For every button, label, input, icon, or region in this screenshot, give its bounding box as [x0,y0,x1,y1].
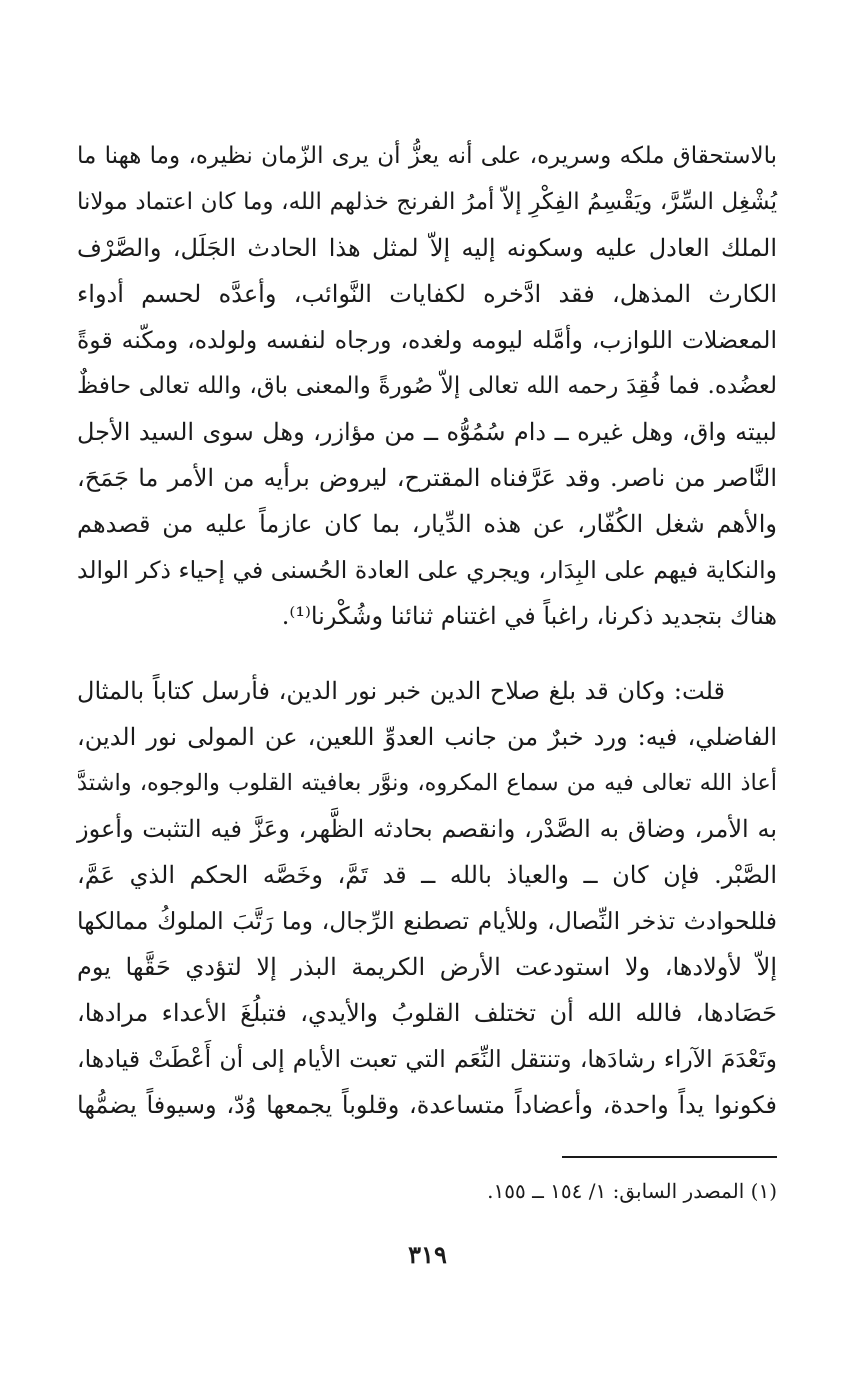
text-line: فكونوا يداً واحدة، وأعضاداً متساعدة، وقلوباً يجمعها وُدّ، وسيوفاً يضمُّها [77,1091,777,1119]
text-line: يُشْغِل السِّرَّ، ويَقْسِمُ الفِكْرِ إلاّ أمرُ الفرنج خذلهم الله، وما كان اعتماد مولانا [77,189,777,215]
text-line: حَصَادها، فالله الله أن تختلف القلوبُ والأيدي، فتبلُغَ الأعداء مرادها، [77,999,777,1027]
text-line: إلاّ لأولادها، ولا استودعت الأرض الكريمة البذر إلا لتؤدي حَقَّها يوم [77,953,777,981]
text-line: بالاستحقاق ملكه وسريره، على أنه يعزُّ أن يرى الزّمان نظيره، وما ههنا ما [77,143,777,169]
paragraph-1 [77,133,777,639]
text-line: الفاضلي، فيه: ورد خبرٌ من جانب العدوِّ اللعين، عن المولى نور الدين، [77,723,777,751]
text-line: به الأمر، وضاق به الصَّدْر، وانقصم بحادثه الظَّهر، وعَزَّ فيه التثبت وأعوز [77,815,777,843]
paragraph-2 [77,668,777,1128]
text-line: قلت: وكان قد بلغ صلاح الدين خبر نور الدين، فأرسل كتاباً بالمثال [77,677,725,705]
text-line: أعاذ الله تعالى فيه من سماع المكروه، ونوَّر بعافيته القلوب والوجوه، واشتدَّ [77,770,777,796]
text-line: والنكاية فيهم على البِدَار، ويجري على العادة الحُسنى في إحياء ذكر الوالد [77,556,777,584]
footnote: (١) المصدر السابق: ١/ ١٥٤ ــ ١٥٥. [487,1179,777,1203]
text-line: لعضُده. فما فُقِدَ رحمه الله تعالى إلاّ صُورةً والمعنى باق، والله تعالى حافظٌ [77,373,777,399]
text-line: الملك العادل عليه وسكونه إليه إلاّ لمثل هذا الحادث الجَلَل، والصَّرْف [77,234,778,262]
text-line: الصَّبْر. فإن كان ــ والعياذ بالله ــ قد تَمَّ، وخَصَّه الحكم الذي عَمَّ، [77,861,777,889]
text-line: والأهم شغل الكُفّار، عن هذه الدِّيار، بما كان عازماً عليه من قصدهم [77,510,777,538]
text-line: فللحوادث تذخر النِّصال، وللأيام تصطنع الرِّجال، وما رَتَّبَ الملوكُ ممالكها [77,907,777,935]
text-line: لبيته واق، وهل غيره ــ دام سُمُوُّه ــ من مؤازر، وهل سوى السيد الأجل [77,418,777,446]
page-number: ٣١٩ [408,1240,447,1269]
text-line: الكارث المذهل، فقد ادَّخره لكفايات النَّوائب، وأعدَّه لحسم أدواء [77,280,777,308]
text-line: هناك بتجديد ذكرنا، راغباً في اغتنام ثنائنا وشُكْرنا⁽¹⁾. [281,602,777,630]
text-line: المعضلات اللوازب، وأمَّله ليومه ولغده، ورجاه لنفسه ولولده، ومكّنه قوةً [77,326,777,354]
footnote-divider [562,1156,777,1158]
text-line: النَّاصر من ناصر. وقد عَرَّفناه المقترح، ليروض برأيه من الأمر ما جَمَحَ، [77,464,777,492]
text-line: وتَعْدَمَ الآراء رشادَها، وتنتقل النِّعَم التي تعبت الأيام إلى أن أَعْطَتْ قيادها، [77,1045,777,1073]
